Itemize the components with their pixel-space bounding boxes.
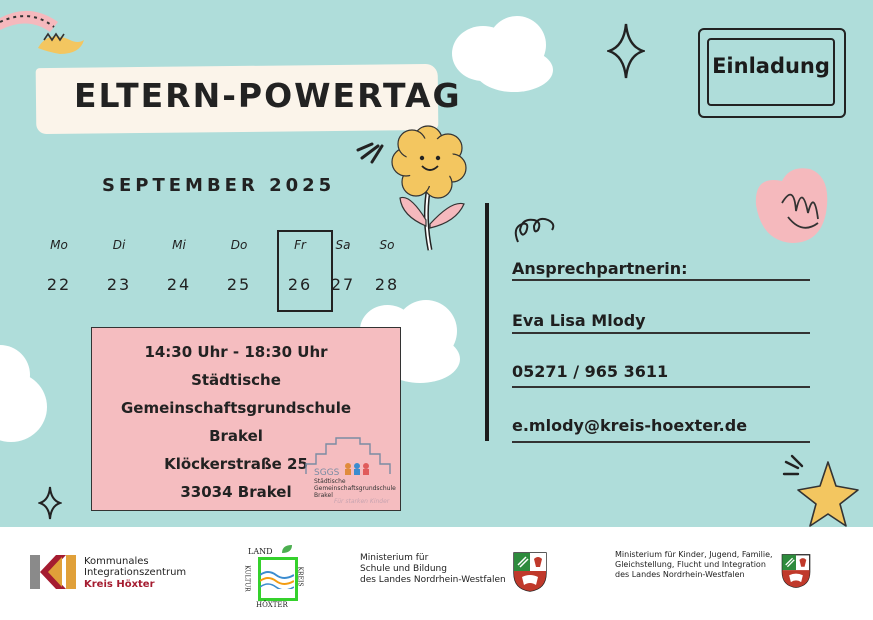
contact-line-2 — [512, 332, 810, 334]
event-city: 33034 Brakel — [180, 483, 292, 501]
event-venue-line3: Brakel — [209, 427, 263, 445]
weekday-do: Do — [230, 238, 248, 252]
land-label: LAND — [248, 547, 273, 556]
day-26-selected: 26 — [287, 275, 313, 294]
school-logo — [300, 436, 396, 506]
contact-name: Eva Lisa Mlody — [512, 311, 646, 330]
star-icon — [782, 452, 860, 527]
msb-line2: Schule und Bildung — [360, 564, 447, 574]
day-28: 28 — [374, 275, 400, 294]
school-logo-line2: Gemeinschaftsgrundschule — [314, 485, 396, 492]
weekday-mo: Mo — [50, 238, 68, 252]
contact-line-4 — [512, 441, 810, 443]
event-street: Klöckerstraße 25 — [164, 455, 308, 473]
day-23: 23 — [106, 275, 132, 294]
swirl-doodle-icon — [512, 212, 560, 246]
mkjfgfi-line2: Gleichstellung, Flucht und Integration — [615, 560, 766, 569]
day-22: 22 — [46, 275, 72, 294]
event-venue-line1: Städtische — [191, 371, 281, 389]
contact-phone[interactable]: 05271 / 965 3611 — [512, 362, 669, 381]
calendar-month: SEPTEMBER 2025 — [102, 175, 336, 196]
day-24: 24 — [166, 275, 192, 294]
contact-line-1 — [512, 279, 810, 281]
ki-line3: Kreis Höxter — [84, 579, 155, 590]
weekday-mi: Mi — [172, 238, 186, 252]
nrw-crest-small-icon — [780, 553, 812, 589]
msb-line1: Ministerium für — [360, 553, 429, 563]
pink-leaf-icon — [752, 163, 832, 247]
school-logo-line1: Städtische — [314, 478, 346, 485]
kultur-label: KULTUR — [243, 565, 251, 592]
mkjfgfi-line1: Ministerium für Kinder, Jugend, Familie, — [615, 550, 773, 559]
weekday-fr: Fr — [294, 238, 306, 252]
kreis-label: KREIS — [296, 566, 304, 587]
msb-line3: des Landes Nordrhein-Westfalen — [360, 575, 506, 585]
weekday-sa: Sa — [335, 238, 351, 252]
ki-logo — [30, 555, 78, 589]
hoexter-label: HÖXTER — [256, 601, 288, 609]
mkjfgfi-line3: des Landes Nordrhein-Westfalen — [615, 570, 745, 579]
footer-logos — [0, 527, 873, 620]
school-logo-abbr: SGGS — [314, 468, 340, 478]
weekday-so: So — [379, 238, 395, 252]
event-venue-line2: Gemeinschaftsgrundschule — [120, 399, 352, 417]
page-title: ELTERN-POWERTAG — [74, 76, 462, 115]
day-27: 27 — [330, 275, 356, 294]
nrw-crest-icon — [512, 551, 548, 593]
ki-line1: Kommunales — [84, 556, 149, 567]
day-25: 25 — [226, 275, 252, 294]
ki-line2: Integrationszentrum — [84, 567, 187, 578]
contact-line-3 — [512, 386, 810, 388]
apple-leaf-icon — [280, 543, 294, 555]
invite-label: Einladung — [712, 54, 830, 78]
ki-logo-icon — [30, 555, 78, 589]
event-time: 14:30 Uhr - 18:30 Uhr — [144, 343, 328, 361]
sparkle-small-icon — [38, 485, 62, 521]
contact-email[interactable]: e.mlody@kreis-hoexter.de — [512, 416, 748, 435]
sparkle-icon — [607, 22, 645, 80]
river-wave-icon — [260, 569, 294, 589]
land-kultur-logo — [243, 543, 308, 613]
weekday-di: Di — [112, 238, 126, 252]
flower-icon — [352, 120, 477, 255]
contact-heading: Ansprechpartnerin: — [512, 259, 688, 278]
school-logo-line3: Brakel — [314, 492, 333, 499]
divider-line — [485, 203, 489, 441]
school-logo-slogan: Für starken Kinder — [334, 498, 390, 505]
rainbow-doodle-icon — [0, 0, 90, 70]
